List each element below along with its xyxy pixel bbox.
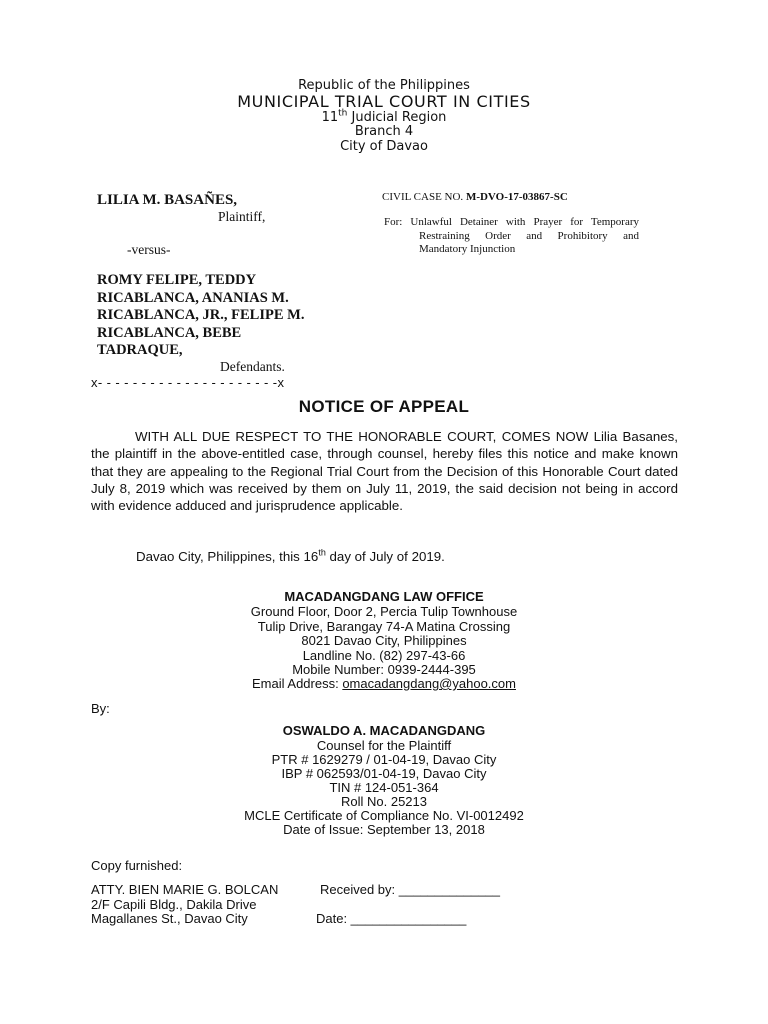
branch: Branch 4: [354, 124, 414, 139]
office-address-line-1: Ground Floor, Door 2, Percia Tulip Townhouse: [250, 604, 518, 619]
defendants-role: Defendants.: [220, 359, 285, 374]
office-address-line-3: 8021 Davao City, Philippines: [301, 633, 467, 648]
email-link[interactable]: omacadangdang@yahoo.com: [342, 676, 516, 691]
body-paragraph: WITH ALL DUE RESPECT TO THE HONORABLE COURT, COMES NOW Lilia Basanes, the plaintiff in the above-entitled case, through counsel, hereby files this notice and make known that they are appealing to the Regional Trial Court from the Decision of this Honorable Court dated July 8, 2019 which was received by them on July 11, 2019, the said decision not being in accord with evidence adduced and jurisprudence applicable.: [91, 429, 678, 514]
counsel-roll-number: Roll No. 25213: [341, 794, 427, 809]
received-by-line: Received by: ______________: [320, 882, 500, 897]
copy-furnished-label: Copy furnished:: [91, 858, 183, 873]
dated-ordinal-suffix: th: [318, 547, 326, 558]
office-landline: Landline No. (82) 297-43-66: [302, 648, 466, 663]
caption-closing-line: x- - - - - - - - - - - - - - - - - - - - -x: [91, 375, 285, 390]
copy-furnished-address-2: Magallanes St., Davao City: [91, 911, 248, 926]
plaintiff-name: LILIA M. BASAÑES,: [97, 192, 238, 208]
counsel-ibp: IBP # 062593/01-04-19, Davao City: [281, 766, 487, 781]
office-address-line-2: Tulip Drive, Barangay 74-A Matina Crossing: [257, 619, 511, 634]
versus-label: -versus-: [127, 242, 171, 257]
republic-heading: Republic of the Philippines: [298, 78, 470, 93]
court-name: MUNICIPAL TRIAL COURT IN CITIES: [237, 92, 531, 111]
case-number-label: CIVIL CASE NO.: [382, 191, 466, 203]
email-label: Email Address:: [252, 676, 343, 691]
counsel-ptr: PTR # 1629279 / 01-04-19, Davao City: [271, 752, 497, 767]
counsel-tin: TIN # 124-051-364: [329, 780, 439, 795]
document-title: NOTICE OF APPEAL: [298, 397, 470, 416]
date-line: [136, 549, 445, 564]
dated-prefix: Davao City, Philippines, this 16: [136, 549, 319, 564]
mcle-issue-date: Date of Issue: September 13, 2018: [283, 822, 485, 837]
by-label: By:: [91, 701, 110, 716]
case-number-value: M-DVO-17-03867-SC: [465, 191, 568, 203]
law-office-name: MACADANGDANG LAW OFFICE: [284, 589, 484, 604]
counsel-name: OSWALDO A. MACADANGDANG: [282, 723, 486, 738]
plaintiff-role: Plaintiff,: [218, 209, 266, 224]
dated-suffix: day of July of 2019.: [325, 549, 445, 564]
copy-furnished-address-1: 2/F Capili Bldg., Dakila Drive: [91, 897, 257, 912]
region-text: Judicial Region: [347, 110, 447, 125]
region-ordinal: 11: [321, 110, 339, 125]
city: City of Davao: [340, 139, 428, 154]
judicial-region: [0, 110, 768, 125]
received-date-line: Date: ________________: [316, 911, 467, 926]
region-ordinal-suffix: th: [338, 108, 348, 119]
case-nature-line-1: For: Unlawful Detainer with Prayer for Temporary: [384, 216, 639, 228]
copy-furnished-name: ATTY. BIEN MARIE G. BOLCAN: [91, 882, 279, 897]
civil-case-number: [382, 191, 568, 203]
case-nature-line-2: Restraining Order and Prohibitory and: [419, 229, 639, 242]
counsel-mcle: MCLE Certificate of Compliance No. VI-0012492: [244, 808, 524, 823]
counsel-role: Counsel for the Plaintiff: [316, 738, 452, 753]
office-mobile: Mobile Number: 0939-2444-395: [292, 662, 476, 677]
case-nature: [384, 216, 639, 257]
office-email: [0, 677, 768, 692]
case-nature-line-3: Mandatory Injunction: [419, 243, 516, 255]
defendants-names: ROMY FELIPE, TEDDY RICABLANCA, ANANIAS M. RICABLANCA, JR., FELIPE M. RICABLANCA, BEBE TADRAQUE,: [97, 272, 305, 358]
